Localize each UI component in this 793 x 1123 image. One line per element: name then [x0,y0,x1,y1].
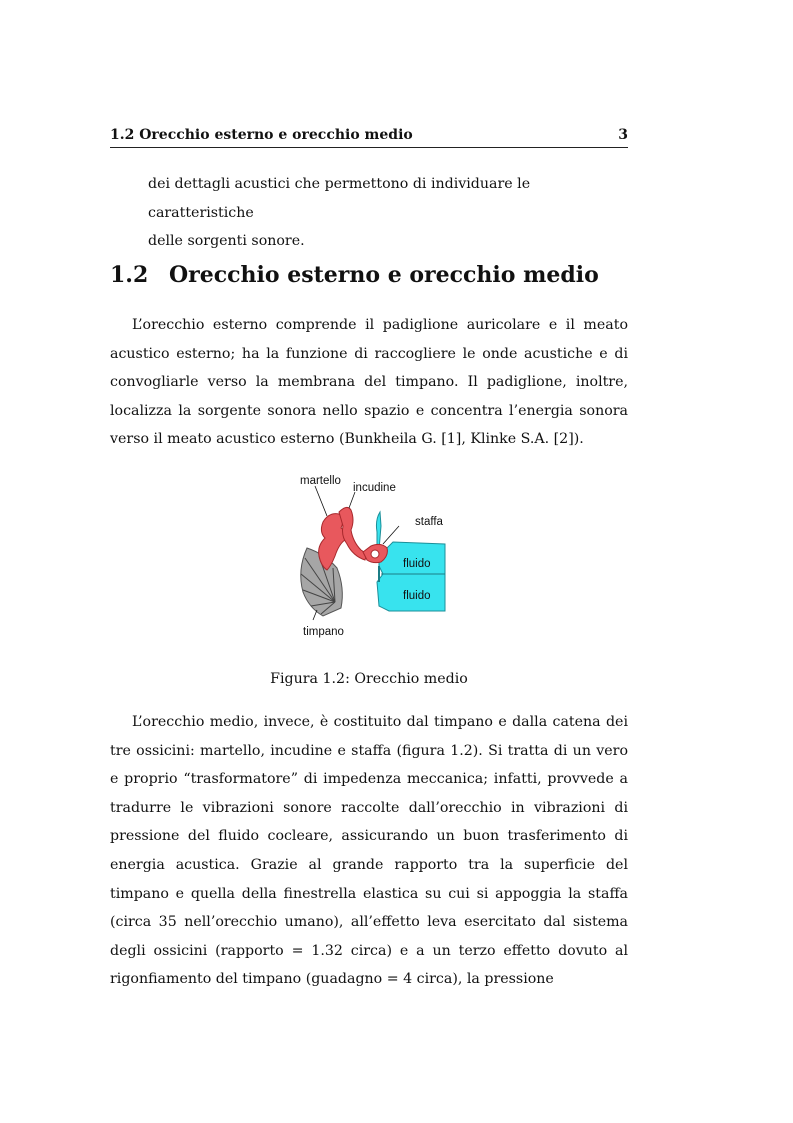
running-head [110,127,628,148]
intro-continuation [148,170,628,256]
section-title: Orecchio esterno e orecchio medio [169,262,599,288]
page-number: 3 [618,127,628,143]
figure-caption: Figura 1.2: Orecchio medio [270,671,468,687]
paragraph-middle-ear: L’orecchio medio, invece, è costituito dal timpano e dalla catena dei tre ossicini: martello, incudine e staffa (figura 1.2). Si tratta di un vero e proprio “trasformatore” di impedenza meccanica; infatti, provvede a tradurre le vibrazioni sonore raccolte dall’orecchio in vibrazioni di pressione del fluido cocleare, assicurando un buon trasferimento di energia acustica. Grazie al grande rapporto tra la superficie del timpano e quella della finestrella elastica su cui si appoggia la staffa (circa 35 nell’orecchio umano), all’effetto leva esercitato dal sistema degli ossicini (rapporto = 1.32 circa) e a un terzo effetto dovuto al rigonfiamento del timpano (guadagno = 4 circa), la pressione [110,714,628,988]
label-staffa: staffa [415,516,443,528]
section-number: 1.2 [110,262,149,288]
intro-line-1: dei dettagli acustici che permettono di individuare le caratteristiche [148,176,531,221]
middle-ear-figure [295,470,455,642]
label-fluido-upper: fluido [403,558,431,570]
label-martello: martello [300,475,341,487]
intro-line-2: delle sorgenti sonore. [148,233,305,250]
running-head-title: 1.2 Orecchio esterno e orecchio medio [110,127,413,143]
label-fluido-lower: fluido [403,590,431,602]
middle-ear-diagram [295,470,455,642]
paragraph-outer-ear: L’orecchio esterno comprende il padiglione auricolare e il meato acustico esterno; ha la funzione di raccogliere le onde acustiche e di convogliarle verso la membrana del timpano. Il padiglione, inoltre, localizza la sorgente sonora nello spazio e concentra l’energia sonora verso il meato acustico esterno (Bunkheila G. [1], Klinke S.A. [2]). [110,317,628,448]
label-incudine: incudine [353,482,396,494]
section-heading [110,262,599,288]
label-timpano: timpano [303,626,344,638]
